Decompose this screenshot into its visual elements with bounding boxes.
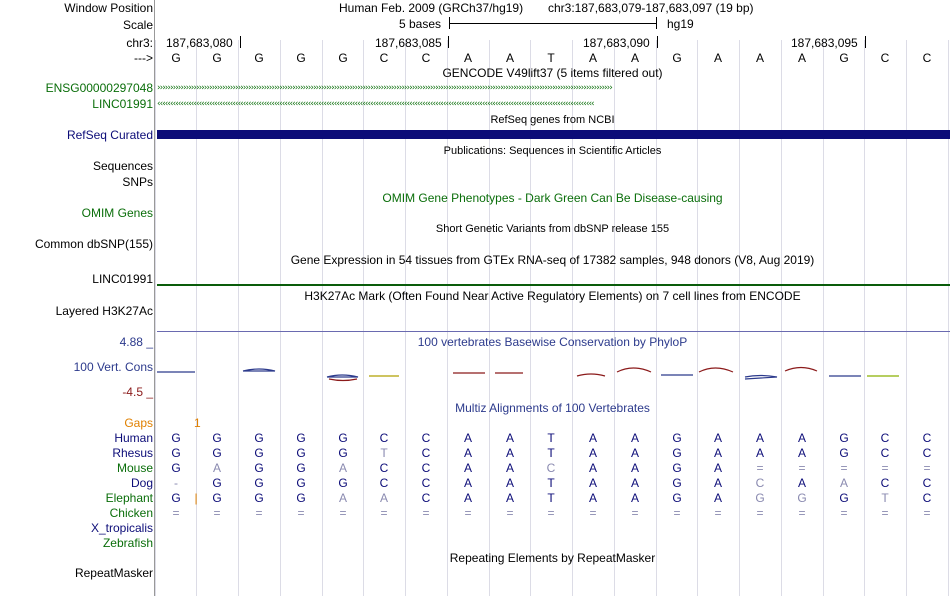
alignment-base: T (881, 491, 889, 505)
alignment-base: C (546, 461, 556, 475)
alignment-base: T (547, 446, 555, 460)
alignment-base: A (505, 491, 514, 505)
gene-label-ensg[interactable]: ENSG00000297048 (45, 81, 153, 95)
gtex-gene-bar[interactable] (157, 284, 950, 286)
alignment-base: = (547, 506, 555, 520)
alignment-base: A (505, 446, 514, 460)
alignment-base: C (421, 446, 431, 460)
scale-text: 5 bases (399, 17, 442, 31)
alignment-base: A (755, 431, 764, 445)
coord-label-3: 187,683,090 (583, 36, 650, 50)
gaps-value: 1 (194, 416, 201, 430)
alignment-base: = (297, 506, 305, 520)
alignment-base: A (713, 491, 722, 505)
alignment-base: C (922, 431, 932, 445)
refseq-label[interactable]: RefSeq Curated (66, 128, 153, 142)
alignment-base: A (588, 476, 597, 490)
alignment-base: C (379, 431, 389, 445)
alignment-base: = (213, 506, 221, 520)
alignment-base: - (174, 476, 178, 490)
snps-label[interactable]: SNPs (122, 175, 153, 189)
alignment-base: = (506, 506, 514, 520)
dbsnp-label[interactable]: Common dbSNP(155) (34, 237, 153, 251)
gtex-track-title: Gene Expression in 54 tissues from GTEx RNA-seq of 17382 samples, 948 donors (V8, Aug 2019) (290, 253, 815, 267)
alignment-base: G (212, 491, 222, 505)
coord-label-1: 187,683,080 (166, 36, 233, 50)
alignment-base: = (798, 506, 806, 520)
reference-base: G (338, 51, 348, 65)
alignment-base: A (713, 446, 722, 460)
alignment-base: = (840, 506, 848, 520)
alignment-base: C (922, 491, 932, 505)
alignment-base: A (588, 461, 597, 475)
alignment-base: A (713, 461, 722, 475)
reference-base: A (505, 51, 514, 65)
alignment-base: = (380, 506, 388, 520)
reference-base: A (588, 51, 597, 65)
alignment-base: A (588, 446, 597, 460)
alignment-base: G (254, 446, 264, 460)
alignment-base: C (880, 431, 890, 445)
alignment-base: = (172, 506, 180, 520)
alignment-base: G (171, 431, 181, 445)
gencode-track-title: GENCODE V49lift37 (5 items filtered out) (442, 66, 663, 80)
repeatmasker-label[interactable]: RepeatMasker (74, 566, 153, 580)
alignment-base: A (797, 446, 806, 460)
phylop-max-label: 4.88 _ (119, 335, 153, 349)
alignment-base: G (254, 476, 264, 490)
species-label-x_tropicalis[interactable]: X_tropicalis (90, 521, 153, 535)
gene-track-linc01991[interactable]: ‹‹‹‹‹‹‹‹‹‹‹‹‹‹‹‹‹‹‹‹‹‹‹‹‹‹‹‹‹‹‹‹‹‹‹‹‹‹‹‹‹‹‹‹‹‹‹‹‹‹‹‹‹‹‹‹‹‹‹‹‹‹‹‹‹‹‹‹‹‹‹‹‹‹‹‹‹‹‹‹‹‹‹‹‹‹‹‹‹‹‹‹‹‹‹‹‹‹‹‹‹‹‹‹‹‹‹‹‹‹‹‹‹‹‹‹‹‹‹‹‹‹‹‹‹‹‹‹‹‹‹‹‹‹‹‹‹‹‹‹‹‹‹‹‹‹‹‹‹‹‹‹‹‹‹‹‹‹‹‹‹‹‹‹‹‹‹‹ (157, 100, 594, 108)
alignment-base: G (755, 491, 765, 505)
coord-tick-2 (448, 36, 449, 48)
alignment-base: A (505, 476, 514, 490)
alignment-base: = (840, 461, 848, 475)
alignment-base: A (463, 431, 472, 445)
alignment-base: T (380, 446, 388, 460)
alignment-base: G (296, 446, 306, 460)
species-label-chicken[interactable]: Chicken (109, 506, 153, 520)
alignment-base: C (880, 476, 890, 490)
alignment-base: = (339, 506, 347, 520)
reference-base: G (839, 51, 849, 65)
reference-base: T (547, 51, 555, 65)
alignment-base: G (672, 491, 682, 505)
alignment-base: G (797, 491, 807, 505)
phylop-label[interactable]: 100 Vert. Cons (73, 360, 153, 374)
alignment-base: G (254, 431, 264, 445)
reference-base: C (922, 51, 932, 65)
alignment-base: A (630, 431, 639, 445)
alignment-base: G (296, 431, 306, 445)
species-label-human[interactable]: Human (114, 431, 153, 445)
reference-base: A (463, 51, 472, 65)
gtex-label[interactable]: LINC01991 (92, 272, 153, 286)
alignment-base: G (338, 431, 348, 445)
gaps-label[interactable]: Gaps (124, 416, 153, 430)
alignment-base: G (296, 476, 306, 490)
alignment-base: A (713, 476, 722, 490)
alignment-base: A (463, 461, 472, 475)
species-label-zebrafish[interactable]: Zebrafish (102, 536, 153, 550)
gene-label-linc01991[interactable]: LINC01991 (92, 97, 153, 111)
repeatmasker-track-title: Repeating Elements by RepeatMasker (449, 551, 656, 565)
refseq-track-title: RefSeq genes from NCBI (490, 114, 615, 126)
alignment-base: C (421, 461, 431, 475)
species-label-elephant[interactable]: Elephant (105, 491, 153, 505)
alignment-base: A (630, 491, 639, 505)
h3k27ac-label[interactable]: Layered H3K27Ac (55, 304, 153, 318)
h3k27ac-baseline (157, 331, 950, 332)
chr-label[interactable]: chr3: (126, 36, 153, 50)
publications-track-title: Publications: Sequences in Scientific Articles (443, 145, 662, 157)
alignment-base: A (755, 446, 764, 460)
phylop-track-title: 100 vertebrates Basewise Conservation by PhyloP (417, 335, 688, 349)
species-label-rhesus[interactable]: Rhesus (112, 446, 153, 460)
omim-label[interactable]: OMIM Genes (81, 206, 153, 220)
alignment-base: C (379, 476, 389, 490)
alignment-base: G (672, 446, 682, 460)
alignment-base: = (422, 506, 430, 520)
alignment-base: A (630, 476, 639, 490)
alignment-base: = (255, 506, 263, 520)
alignment-base: = (464, 506, 472, 520)
alignment-base: T (547, 491, 555, 505)
alignment-base: C (755, 476, 765, 490)
alignment-base: G (672, 431, 682, 445)
alignment-base: G (839, 431, 849, 445)
species-label-mouse[interactable]: Mouse (116, 461, 153, 475)
alignment-base: = (923, 506, 931, 520)
reference-base: G (254, 51, 264, 65)
reference-base: C (880, 51, 890, 65)
alignment-base: G (338, 476, 348, 490)
alignment-base: T (547, 431, 555, 445)
alignment-base: G (171, 461, 181, 475)
alignment-base: A (797, 476, 806, 490)
alignment-base: G (296, 461, 306, 475)
alignment-base: G (296, 491, 306, 505)
alignment-base: A (588, 491, 597, 505)
reference-base: A (713, 51, 722, 65)
alignment-base: A (379, 491, 388, 505)
strand-arrow-label[interactable]: ---> (134, 51, 153, 65)
reference-base: A (755, 51, 764, 65)
alignment-base: A (839, 476, 848, 490)
alignment-base: A (212, 461, 221, 475)
species-label-dog[interactable]: Dog (130, 476, 153, 490)
alignment-base: A (338, 461, 347, 475)
alignment-base: = (756, 461, 764, 475)
alignment-base: G (254, 491, 264, 505)
alignment-base: = (714, 506, 722, 520)
alignment-base: C (880, 446, 890, 460)
sequences-label[interactable]: Sequences (92, 159, 153, 173)
scale-label[interactable]: Scale (122, 18, 153, 32)
alignment-base: A (463, 446, 472, 460)
alignment-base: = (881, 461, 889, 475)
alignment-base: = (756, 506, 764, 520)
scale-bar-right (656, 17, 657, 29)
coord-tick-4 (865, 36, 866, 48)
reference-base: A (630, 51, 639, 65)
alignment-base: A (505, 461, 514, 475)
coord-tick-3 (657, 36, 658, 48)
coord-label-2: 187,683,085 (375, 36, 442, 50)
alignment-base: G (171, 446, 181, 460)
alignment-base: T (547, 476, 555, 490)
alignment-base: A (505, 431, 514, 445)
window-position-label[interactable]: Window Position (64, 1, 153, 15)
reference-base: C (379, 51, 389, 65)
alignment-base: = (673, 506, 681, 520)
alignment-base: | (194, 491, 198, 505)
alignment-base: C (922, 446, 932, 460)
alignment-base: = (589, 506, 597, 520)
alignment-base: G (212, 476, 222, 490)
alignment-base: A (797, 431, 806, 445)
multiz-track-title: Multiz Alignments of 100 Vertebrates (455, 401, 650, 415)
reference-base: G (296, 51, 306, 65)
alignment-base: G (254, 461, 264, 475)
h3k27ac-track-title: H3K27Ac Mark (Often Found Near Active Regulatory Elements) on 7 cell lines from ENCODE (304, 289, 801, 303)
reference-base: A (797, 51, 806, 65)
db-name: hg19 (667, 17, 694, 31)
reference-base: G (672, 51, 682, 65)
coord-tick-1 (240, 36, 241, 48)
alignment-base: C (922, 476, 932, 490)
dbsnp-track-title: Short Genetic Variants from dbSNP release 155 (435, 223, 670, 235)
alignment-base: = (881, 506, 889, 520)
alignment-base: A (588, 431, 597, 445)
alignment-base: C (421, 491, 431, 505)
coord-label-4: 187,683,095 (791, 36, 858, 50)
reference-base: G (212, 51, 222, 65)
omim-track-title: OMIM Gene Phenotypes - Dark Green Can Be Disease-causing (382, 191, 723, 205)
alignment-base: A (713, 431, 722, 445)
alignment-base: A (338, 491, 347, 505)
alignment-base: A (463, 491, 472, 505)
alignment-base: = (798, 461, 806, 475)
reference-base: C (421, 51, 431, 65)
scale-bar (449, 23, 656, 24)
phylop-wiggle[interactable] (155, 352, 950, 388)
alignment-base: C (421, 431, 431, 445)
alignment-base: G (839, 446, 849, 460)
position-title: chr3:187,683,079-187,683,097 (19 bp) (548, 1, 754, 15)
alignment-base: G (672, 476, 682, 490)
alignment-base: G (672, 461, 682, 475)
alignment-base: G (212, 431, 222, 445)
alignment-base: = (631, 506, 639, 520)
alignment-base: G (839, 491, 849, 505)
alignment-base: G (212, 446, 222, 460)
alignment-base: A (630, 446, 639, 460)
reference-base: G (171, 51, 181, 65)
alignment-base: A (630, 461, 639, 475)
alignment-base: G (171, 491, 181, 505)
alignment-base: C (421, 476, 431, 490)
refseq-gene-bar[interactable] (157, 130, 950, 139)
phylop-min-label: -4.5 _ (122, 385, 153, 399)
alignment-base: = (923, 461, 931, 475)
alignment-base: C (379, 461, 389, 475)
gene-track-ensg[interactable]: ››››››››››››››››››››››››››››››››››››››››››››››››››››››››››››››››››››››››››››››››››››››››››››››››››››››››››››››››››››››››››››››››››››››››››››››››››››››››››››››››››››››››››››››› (157, 84, 612, 92)
alignment-base: A (463, 476, 472, 490)
alignment-base: G (338, 446, 348, 460)
assembly-title: Human Feb. 2009 (GRCh37/hg19) (339, 1, 524, 15)
